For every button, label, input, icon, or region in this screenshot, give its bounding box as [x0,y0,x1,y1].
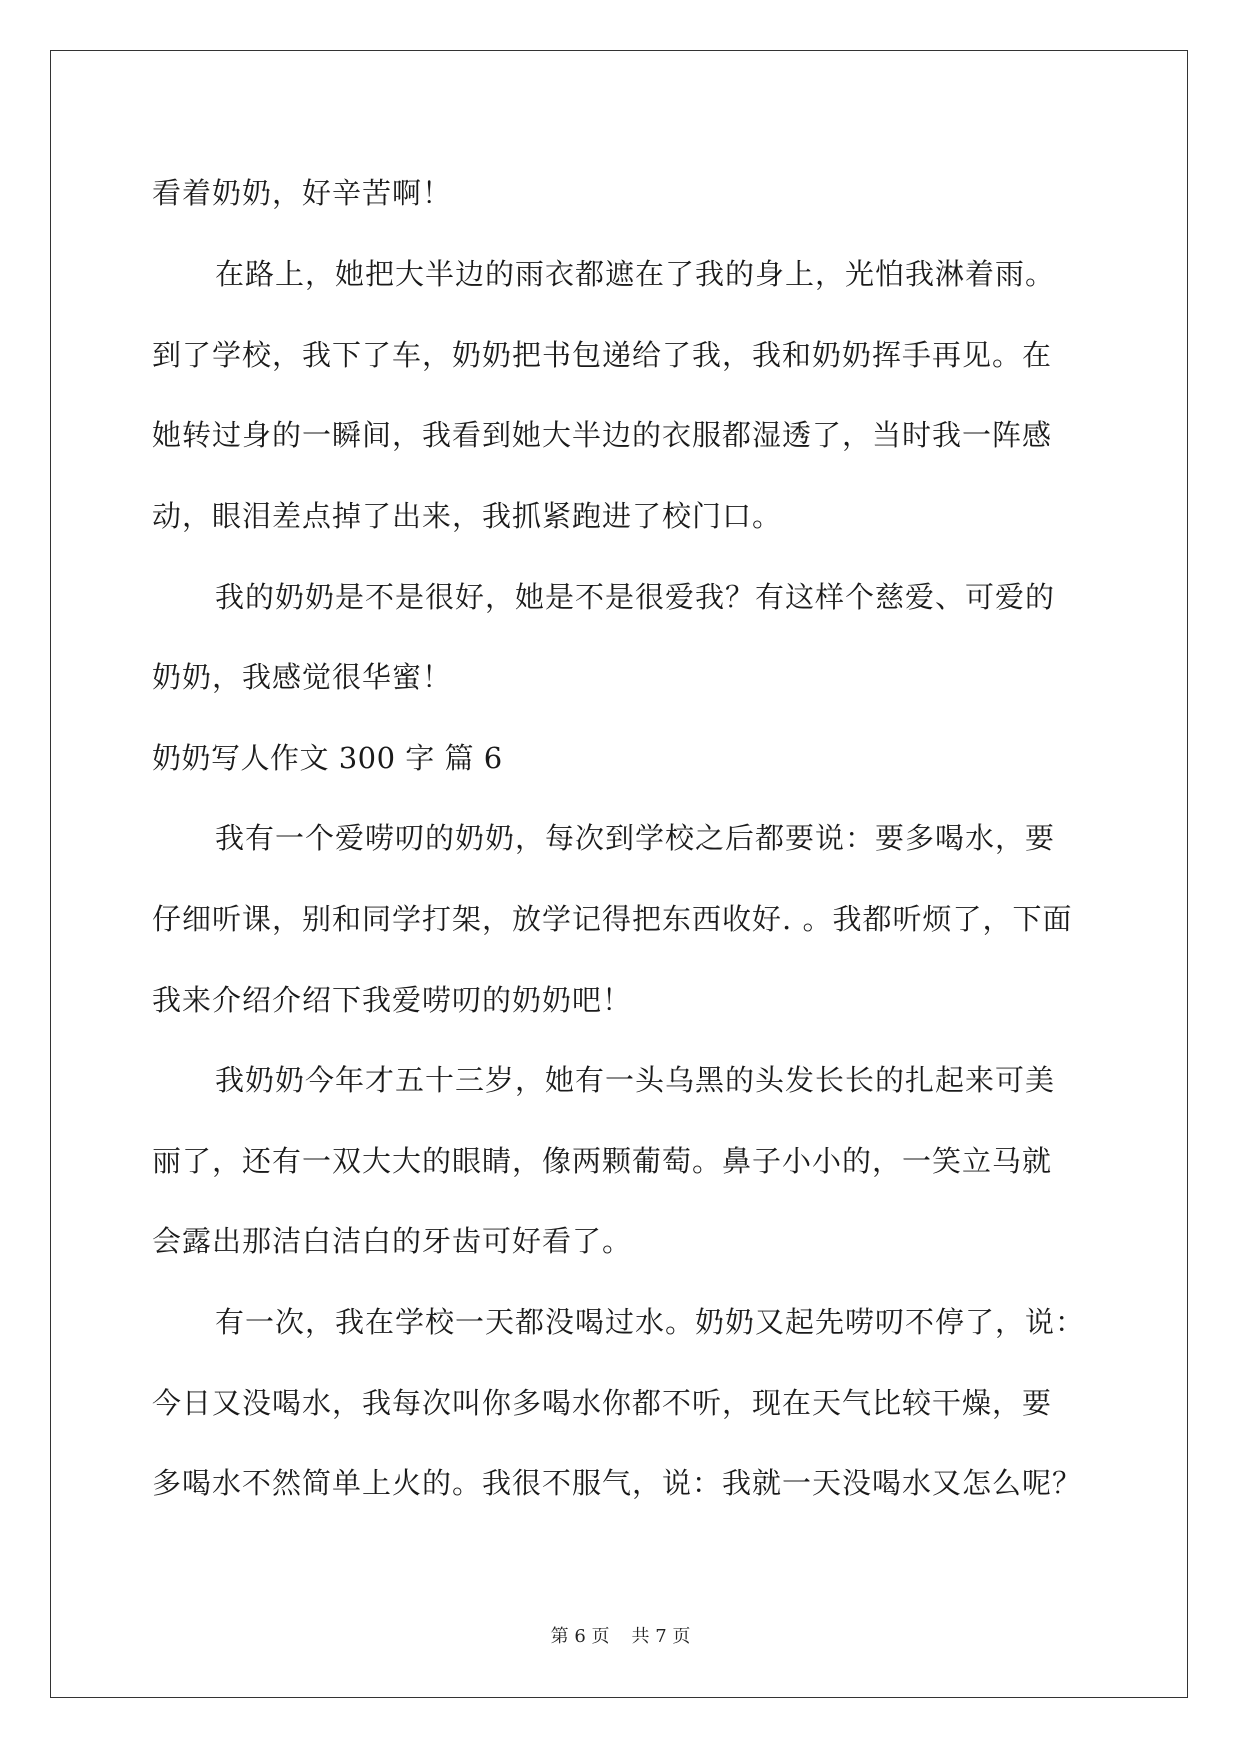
text-line: 我有一个爱唠叨的奶奶，每次到学校之后都要说：要多喝水，要 [215,821,1056,855]
page-border [50,50,1188,1698]
text-line: 到了学校，我下了车，奶奶把书包递给了我，我和奶奶挥手再见。在 [152,338,1053,372]
page-number: 第 6 页 [550,1626,610,1647]
text-line: 在路上，她把大半边的雨衣都遮在了我的身上，光怕我淋着雨。 [215,257,1056,291]
text-line: 会露出那洁白洁白的牙齿可好看了。 [152,1224,633,1258]
text-line: 我的奶奶是不是很好，她是不是很爱我？有这样个慈爱、可爱的 [215,580,1056,614]
text-line: 我奶奶今年才五十三岁，她有一头乌黑的头发长长的扎起来可美 [215,1063,1056,1097]
text-line: 她转过身的一瞬间，我看到她大半边的衣服都湿透了，当时我一阵感 [152,418,1053,452]
page-total: 共 7 页 [631,1626,691,1647]
section-heading: 奶奶写人作文 300 字 篇 6 [152,741,503,775]
text-line: 多喝水不然简单上火的。我很不服气，说：我就一天没喝水又怎么呢？ [152,1466,1083,1500]
text-line: 有一次，我在学校一天都没喝过水。奶奶又起先唠叨不停了，说： [215,1305,1086,1339]
page-footer [0,1625,1241,1649]
text-line: 今日又没喝水，我每次叫你多喝水你都不听，现在天气比较干燥，要 [152,1386,1053,1420]
text-line: 动，眼泪差点掉了出来，我抓紧跑进了校门口。 [152,499,783,533]
text-line: 奶奶，我感觉很华蜜！ [152,660,453,694]
text-line: 丽了，还有一双大大的眼睛，像两颗葡萄。鼻子小小的，一笑立马就 [152,1144,1053,1178]
text-line: 仔细听课，别和同学打架，放学记得把东西收好. 。我都听烦了，下面 [152,902,1073,936]
text-line: 看着奶奶，好辛苦啊！ [152,176,453,210]
text-line: 我来介绍介绍下我爱唠叨的奶奶吧！ [152,983,633,1017]
